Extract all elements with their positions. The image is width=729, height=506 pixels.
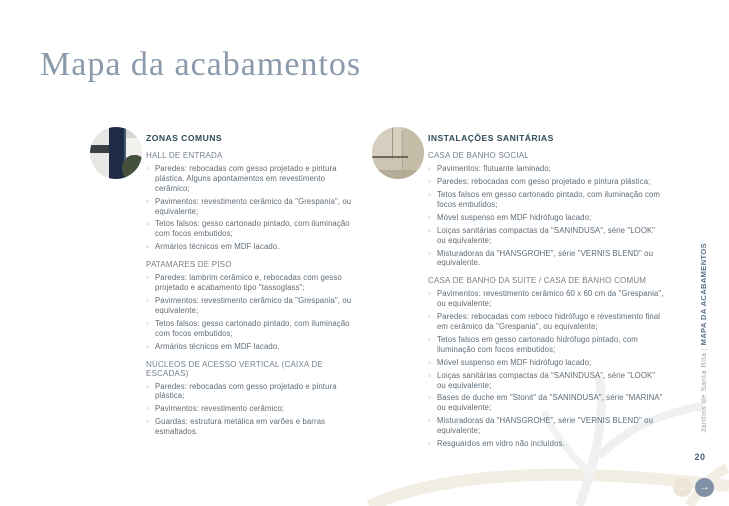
bullet-marker-icon: ◦ — [428, 370, 431, 380]
bullet-marker-icon: ◦ — [428, 416, 431, 426]
photo-shadow — [126, 127, 142, 138]
bullet-text: Paredes: lambrim cerâmico e, rebocadas com gesso projetado e acabamento tipo "tassoglass"; — [155, 273, 342, 293]
bullet-text: Paredes: rebocadas com gesso projetado e pintura plástica; — [437, 177, 651, 186]
bullet-text: Bases de duche em "Stonit" da "SANINDUSA", série "MARINA" ou equivalente; — [437, 393, 663, 413]
bullet-text: Paredes: rebocadas com gesso projetado e pintura plástica; — [155, 381, 337, 401]
bullet-marker-icon: ◦ — [428, 190, 431, 199]
photo-ledge — [372, 156, 408, 158]
next-page-button[interactable] — [695, 478, 714, 497]
bullet-item — [146, 273, 359, 293]
photo-wall — [90, 127, 111, 179]
subsection — [146, 360, 359, 438]
page-title: Mapa da acabamentos — [40, 46, 362, 83]
bullet-item — [428, 393, 664, 413]
bullet-item — [146, 164, 359, 194]
bullet-marker-icon: ◦ — [428, 212, 431, 222]
bullet-text: Paredes: rebocadas com gesso projetado e pintura plástica. Alguns apontamentos em revestimento cerâmico; — [155, 164, 337, 193]
bullet-item — [428, 177, 664, 187]
bullet-marker-icon: ◦ — [428, 225, 431, 235]
arrow-right-icon: → — [699, 481, 710, 493]
bullet-text: Tetos falsos: gesso cartonado pintado, com iluminação com focos embutidos; — [155, 219, 350, 239]
bullet-text: Tetos falsos: gesso cartonado pintado, com iluminação com focos embutidos; — [155, 318, 350, 338]
bullet-marker-icon: ◦ — [146, 381, 149, 391]
bullet-marker-icon: ◦ — [428, 334, 431, 344]
bullet-text: Resguardos em vidro não incluídos. — [437, 439, 565, 449]
subsection-list — [146, 151, 359, 437]
subsection — [428, 151, 664, 268]
bullet-item — [428, 190, 664, 210]
column-zonas-comuns — [146, 133, 359, 440]
arrow-left-icon: ← — [677, 481, 688, 493]
bullet-marker-icon: ◦ — [428, 177, 431, 186]
vertical-caption — [699, 243, 708, 433]
bullet-marker-icon: ◦ — [428, 289, 431, 299]
bullet-text: Misturadoras da "HANSGROHE", série "VERNIS BLEND" ou equivalente; — [437, 416, 654, 436]
bullet-item — [146, 296, 359, 316]
bullet-item — [428, 164, 664, 174]
bullet-item — [428, 226, 664, 246]
photo-canopy — [90, 145, 110, 153]
bullet-text: Armários técnicos em MDF lacado. — [155, 341, 280, 351]
bullet-item — [146, 342, 359, 352]
caption-separator: | — [699, 344, 708, 353]
bullet-text: Móvel suspenso em MDF hidrófugo lacado; — [437, 357, 592, 367]
photo-pipe — [392, 127, 394, 159]
bullet-marker-icon: ◦ — [428, 357, 431, 367]
bullet-marker-icon: ◦ — [428, 393, 431, 403]
previous-page-button[interactable] — [673, 478, 692, 497]
subsection-list — [428, 151, 664, 449]
bullet-text: Pavimentos: revestimento cerâmico 60 x 60 cm da "Grespania", ou equivalente; — [437, 289, 664, 309]
bullet-item — [428, 312, 664, 332]
bullet-item — [146, 242, 359, 252]
photo-plant — [122, 155, 142, 179]
bullet-text: Pavimentos: revestimento cerâmico; — [155, 404, 285, 414]
bullet-item — [146, 197, 359, 217]
bullet-marker-icon: ◦ — [146, 242, 149, 252]
bullet-text: Pavimentos: flutuante laminado; — [437, 164, 552, 173]
bullet-item — [428, 371, 664, 391]
photo-wall — [372, 127, 401, 158]
bullet-item — [428, 335, 664, 355]
bullet-marker-icon: ◦ — [146, 164, 149, 173]
subsection — [146, 151, 359, 252]
bullet-text: Armários técnicos em MDF lacado. — [155, 242, 280, 252]
bullet-text: Paredes: rebocadas com reboco hidrófugo e revestimento final em cerâmico da "Grespania", ou equivalente; — [437, 312, 661, 332]
bullet-item — [146, 417, 359, 437]
subsection-title: CASA DE BANHO DA SUITE / CASA DE BANHO COMUM — [428, 276, 647, 286]
bullet-marker-icon: ◦ — [428, 439, 431, 449]
subsection-title: PATAMARES DE PISO — [146, 260, 232, 270]
bullet-marker-icon: ◦ — [428, 248, 431, 258]
photo-floor — [372, 170, 424, 179]
project-name: Jardins de Santa Rita — [699, 352, 708, 433]
bullet-text: Pavimentos: revestimento cerâmico da "Grespania", ou equivalente; — [155, 296, 352, 315]
bullet-marker-icon: ◦ — [146, 219, 149, 229]
photo-pipe — [402, 131, 403, 173]
caption-section-name: MAPA DA ACABAMENTOS — [699, 242, 708, 345]
bullet-item — [146, 382, 359, 402]
bullet-marker-icon: ◦ — [146, 196, 149, 206]
bullet-text: Tetos falsos em gesso cartonado hidrófugo pintado, com iluminação com focos embutidos; — [437, 334, 638, 354]
bullet-marker-icon: ◦ — [428, 164, 431, 173]
bullet-marker-icon: ◦ — [146, 417, 149, 427]
bullet-item — [428, 289, 664, 309]
subsection — [146, 260, 359, 351]
bullet-text: Móvel suspenso em MDF hidrófugo lacado; — [437, 212, 592, 222]
bullet-item — [146, 319, 359, 339]
bathroom-photo — [372, 127, 424, 179]
section-heading: INSTALAÇÕES SANITÁRIAS — [428, 133, 554, 143]
bullet-marker-icon: ◦ — [146, 341, 149, 351]
section-heading: ZONAS COMUNS — [146, 133, 223, 143]
column-instalacoes-sanitarias — [428, 133, 664, 452]
bullet-item — [146, 219, 359, 239]
subsection-title: CASA DE BANHO SOCIAL — [428, 151, 529, 160]
page-number: 20 — [694, 452, 706, 462]
bullet-item — [146, 404, 359, 414]
subsection-title: NÚCLEOS DE ACESSO VERTICAL (CAIXA DE ESCADAS) — [146, 359, 324, 378]
bullet-text: Loiças sanitárias compactas da "SANINDUSA", série "LOOK" ou equivalente; — [437, 225, 656, 245]
bullet-item — [428, 213, 664, 223]
bullet-text: Guardas: estrutura metálica em varões e barras esmaltados. — [155, 417, 326, 437]
bullet-marker-icon: ◦ — [146, 318, 149, 328]
bullet-item — [428, 439, 664, 449]
entrance-photo — [90, 127, 142, 179]
subsection-title: HALL DE ENTRADA — [146, 151, 223, 160]
bullet-marker-icon: ◦ — [146, 296, 149, 306]
bullet-item — [428, 249, 664, 269]
bullet-text: Tetos falsos em gesso cartonado pintado, com iluminação com focos embutidos; — [437, 190, 661, 209]
bullet-text: Misturadoras da "HANSGROHE", série "VERNIS BLEND" ou equivalente. — [437, 248, 654, 268]
bullet-marker-icon: ◦ — [146, 273, 149, 283]
bullet-marker-icon: ◦ — [146, 404, 149, 414]
subsection — [428, 276, 664, 449]
bullet-text: Pavimentos: revestimento cerâmico da "Grespania", ou equivalente; — [155, 196, 352, 216]
bullet-text: Loiças sanitárias compactas da "SANINDUSA", série "LOOK" ou equivalente; — [437, 370, 656, 390]
bullet-marker-icon: ◦ — [428, 312, 431, 322]
bullet-item — [428, 416, 664, 436]
side-strip — [693, 225, 708, 450]
bullet-item — [428, 358, 664, 368]
